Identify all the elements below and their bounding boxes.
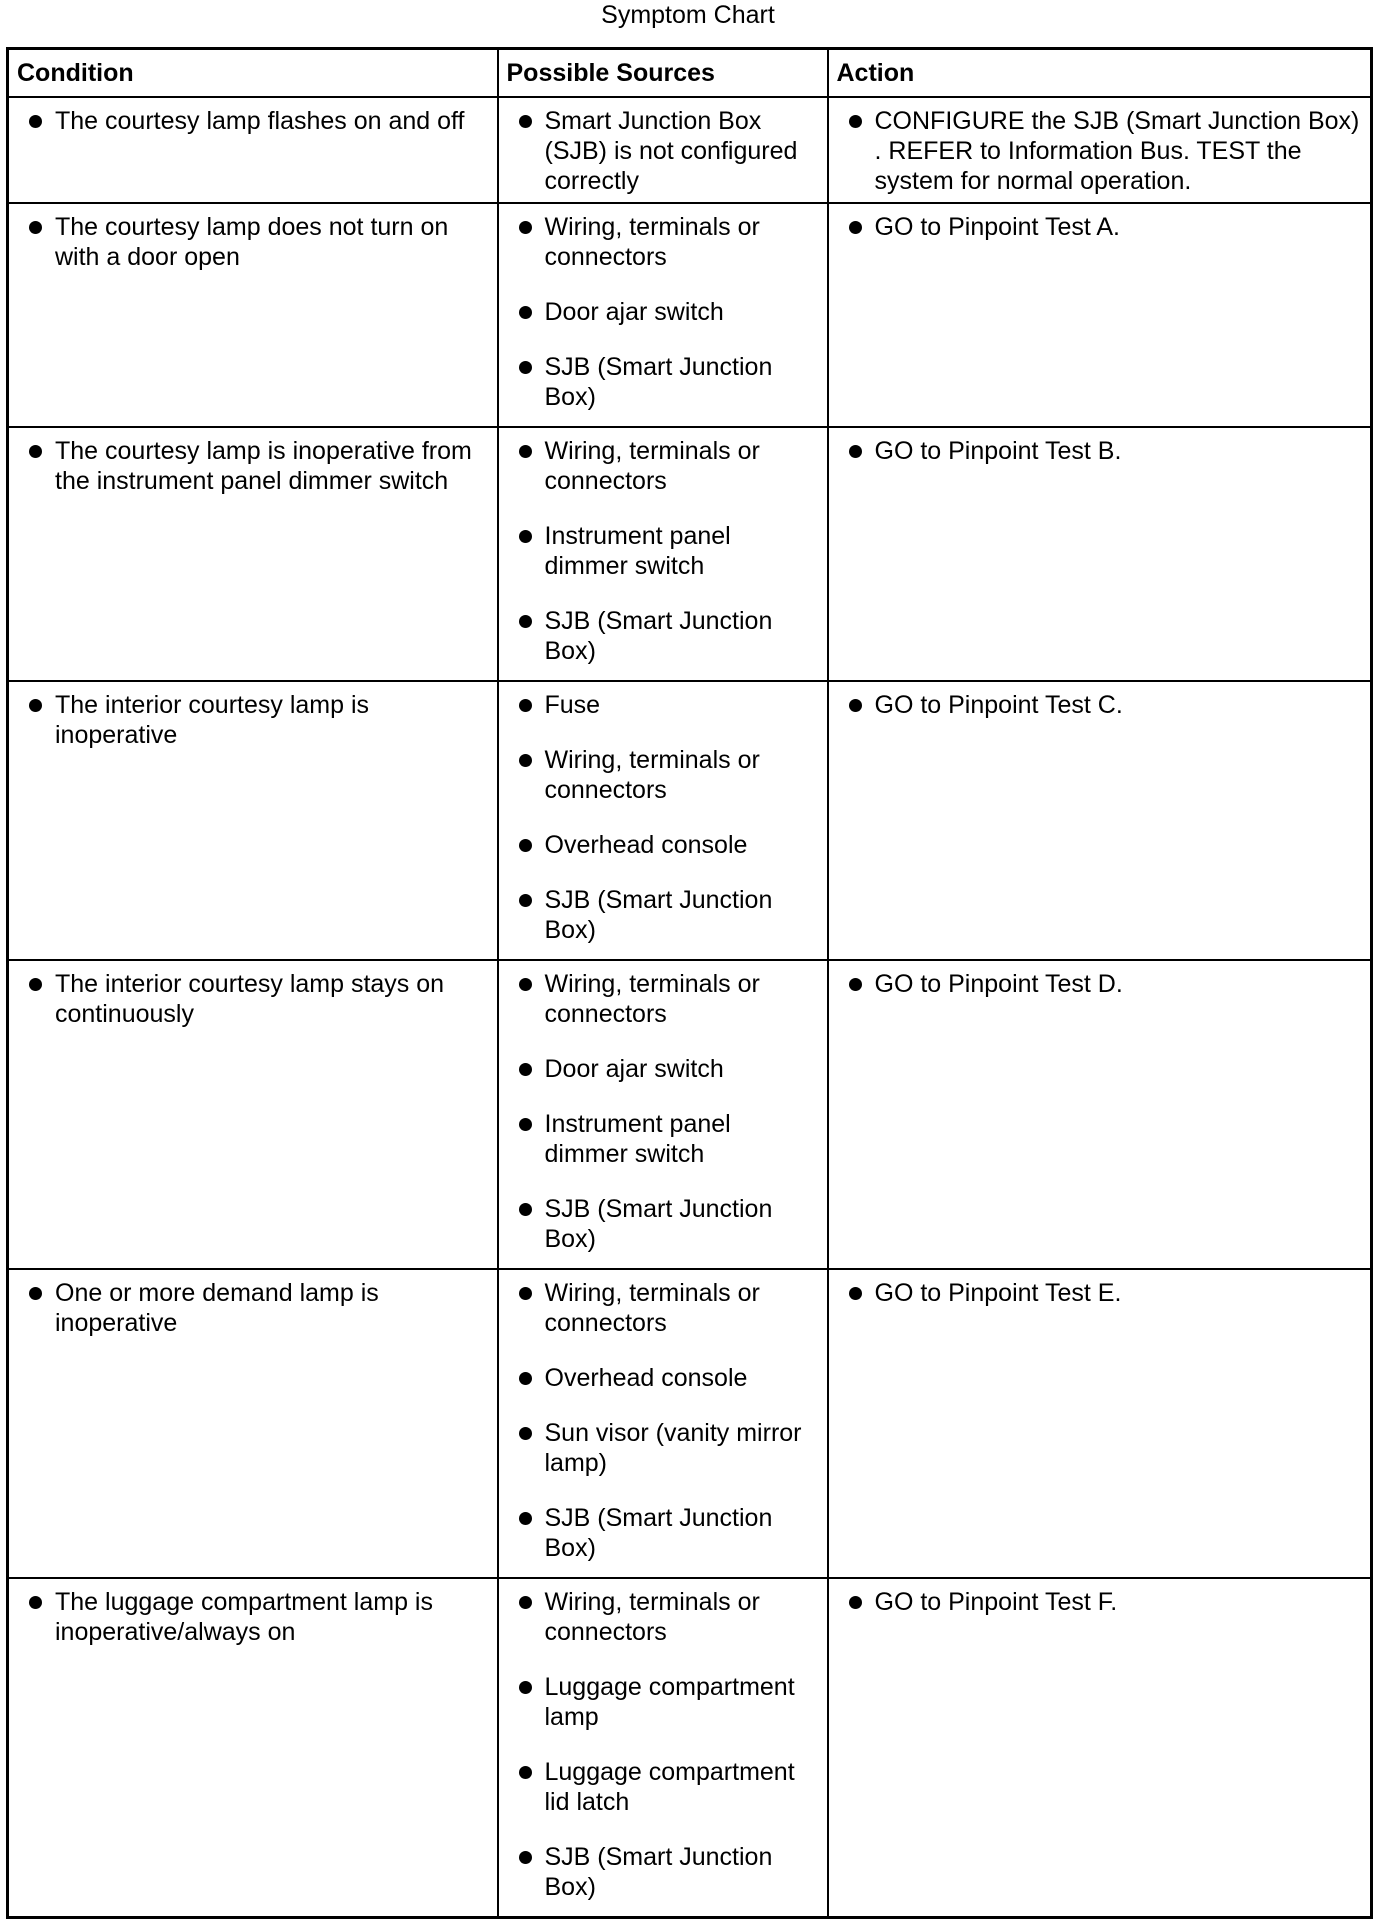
action-item	[841, 969, 1363, 999]
bullet-icon	[519, 361, 532, 374]
possible-source-item	[511, 606, 819, 666]
condition-text: The courtesy lamp is inoperative from the instrument panel dimmer switch	[55, 436, 472, 495]
condition-list	[21, 106, 489, 136]
condition-cell	[8, 681, 498, 960]
possible-source-text: Luggage compartment lamp	[544, 1672, 795, 1731]
condition-text: The luggage compartment lamp is inoperative/always on	[55, 1587, 433, 1646]
condition-cell	[8, 1269, 498, 1578]
possible-sources-cell	[498, 681, 828, 960]
possible-source-item	[511, 1363, 819, 1393]
bullet-icon	[519, 115, 532, 128]
bullet-icon	[849, 1596, 862, 1609]
possible-sources-list	[511, 690, 819, 945]
possible-source-item	[511, 212, 819, 272]
action-item	[841, 690, 1363, 720]
possible-source-text: Instrument panel dimmer switch	[544, 1109, 731, 1168]
possible-sources-cell	[498, 960, 828, 1269]
bullet-icon	[519, 306, 532, 319]
possible-sources-cell	[498, 203, 828, 427]
bullet-icon	[29, 978, 42, 991]
condition-list	[21, 969, 489, 1029]
possible-source-text: Wiring, terminals or connectors	[544, 1278, 760, 1337]
bullet-icon	[519, 894, 532, 907]
bullet-icon	[519, 1766, 532, 1779]
table-row	[8, 681, 1372, 960]
bullet-icon	[519, 1118, 532, 1131]
possible-source-text: SJB (Smart Junction Box)	[544, 1842, 773, 1901]
possible-source-text: Sun visor (vanity mirror lamp)	[544, 1418, 802, 1477]
possible-source-text: SJB (Smart Junction Box)	[544, 885, 773, 944]
possible-source-text: Instrument panel dimmer switch	[544, 521, 731, 580]
possible-source-text: Wiring, terminals or connectors	[544, 969, 760, 1028]
condition-item	[21, 106, 489, 136]
action-item	[841, 1278, 1363, 1308]
bullet-icon	[849, 978, 862, 991]
action-cell	[828, 1269, 1372, 1578]
possible-source-item	[511, 1109, 819, 1169]
possible-source-item	[511, 521, 819, 581]
action-text: GO to Pinpoint Test D.	[874, 969, 1123, 998]
action-text: GO to Pinpoint Test F.	[874, 1587, 1118, 1616]
action-cell	[828, 427, 1372, 681]
action-list	[841, 1587, 1363, 1617]
bullet-icon	[519, 1287, 532, 1300]
condition-list	[21, 212, 489, 272]
condition-list	[21, 1587, 489, 1647]
bullet-icon	[29, 1596, 42, 1609]
condition-item	[21, 1278, 489, 1338]
bullet-icon	[519, 1372, 532, 1385]
condition-list	[21, 436, 489, 496]
condition-text: The courtesy lamp does not turn on with a door open	[55, 212, 449, 271]
possible-source-item	[511, 1757, 819, 1817]
condition-text: The courtesy lamp flashes on and off	[55, 106, 465, 135]
condition-item	[21, 1587, 489, 1647]
bullet-icon	[29, 115, 42, 128]
possible-source-item	[511, 1054, 819, 1084]
bullet-icon	[519, 1596, 532, 1609]
bullet-icon	[519, 1851, 532, 1864]
possible-source-text: Wiring, terminals or connectors	[544, 1587, 760, 1646]
action-cell	[828, 1578, 1372, 1918]
bullet-icon	[849, 221, 862, 234]
action-cell	[828, 203, 1372, 427]
table-row	[8, 97, 1372, 203]
possible-source-item	[511, 745, 819, 805]
possible-source-item	[511, 885, 819, 945]
possible-source-item	[511, 1194, 819, 1254]
action-list	[841, 436, 1363, 466]
action-list	[841, 212, 1363, 242]
possible-source-text: Luggage compartment lid latch	[544, 1757, 795, 1816]
action-text: CONFIGURE the SJB (Smart Junction Box) . REFER to Information Bus. TEST the system for normal operation.	[874, 106, 1360, 195]
condition-cell	[8, 960, 498, 1269]
bullet-icon	[519, 445, 532, 458]
possible-sources-cell	[498, 97, 828, 203]
action-list	[841, 690, 1363, 720]
bullet-icon	[519, 839, 532, 852]
condition-text: The interior courtesy lamp is inoperative	[55, 690, 370, 749]
bullet-icon	[519, 1427, 532, 1440]
possible-sources-list	[511, 1587, 819, 1902]
possible-source-item	[511, 436, 819, 496]
possible-source-item	[511, 297, 819, 327]
possible-source-text: SJB (Smart Junction Box)	[544, 606, 773, 665]
possible-sources-cell	[498, 427, 828, 681]
bullet-icon	[519, 754, 532, 767]
condition-item	[21, 436, 489, 496]
chart-title: Symptom Chart	[601, 1, 775, 29]
symptom-table	[6, 47, 1373, 1919]
column-header-action: Action	[828, 49, 1372, 97]
action-item	[841, 1587, 1363, 1617]
possible-source-item	[511, 1672, 819, 1732]
condition-item	[21, 969, 489, 1029]
possible-sources-list	[511, 106, 819, 196]
bullet-icon	[519, 1063, 532, 1076]
condition-item	[21, 690, 489, 750]
table-body	[8, 97, 1372, 1918]
possible-source-item	[511, 1587, 819, 1647]
possible-source-text: SJB (Smart Junction Box)	[544, 1503, 773, 1562]
action-list	[841, 1278, 1363, 1308]
possible-sources-list	[511, 436, 819, 666]
bullet-icon	[849, 1287, 862, 1300]
possible-sources-list	[511, 969, 819, 1254]
possible-source-text: Wiring, terminals or connectors	[544, 745, 760, 804]
action-item	[841, 106, 1363, 196]
possible-sources-list	[511, 212, 819, 412]
possible-sources-cell	[498, 1578, 828, 1918]
header-row	[8, 49, 1372, 97]
possible-source-item	[511, 830, 819, 860]
condition-cell	[8, 1578, 498, 1918]
bullet-icon	[519, 530, 532, 543]
condition-cell	[8, 427, 498, 681]
possible-source-text: Wiring, terminals or connectors	[544, 436, 760, 495]
possible-source-item	[511, 352, 819, 412]
bullet-icon	[849, 699, 862, 712]
action-text: GO to Pinpoint Test E.	[874, 1278, 1122, 1307]
condition-text: One or more demand lamp is inoperative	[55, 1278, 379, 1337]
bullet-icon	[519, 221, 532, 234]
column-header-possible-sources: Possible Sources	[498, 49, 828, 97]
condition-text: The interior courtesy lamp stays on continuously	[55, 969, 445, 1028]
possible-source-item	[511, 690, 819, 720]
bullet-icon	[519, 1512, 532, 1525]
action-cell	[828, 681, 1372, 960]
table-row	[8, 427, 1372, 681]
condition-list	[21, 1278, 489, 1338]
bullet-icon	[519, 1203, 532, 1216]
bullet-icon	[519, 978, 532, 991]
possible-source-text: SJB (Smart Junction Box)	[544, 1194, 773, 1253]
bullet-icon	[849, 445, 862, 458]
possible-source-text: Fuse	[544, 690, 601, 719]
action-list	[841, 106, 1363, 196]
column-header-condition: Condition	[8, 49, 498, 97]
condition-cell	[8, 97, 498, 203]
possible-source-item	[511, 969, 819, 1029]
condition-cell	[8, 203, 498, 427]
possible-source-text: SJB (Smart Junction Box)	[544, 352, 773, 411]
action-cell	[828, 97, 1372, 203]
table-row	[8, 1578, 1372, 1918]
possible-source-item	[511, 1842, 819, 1902]
action-text: GO to Pinpoint Test C.	[874, 690, 1123, 719]
possible-source-text: Overhead console	[544, 1363, 748, 1392]
action-cell	[828, 960, 1372, 1269]
possible-source-item	[511, 1503, 819, 1563]
action-text: GO to Pinpoint Test B.	[874, 436, 1122, 465]
possible-source-text: Smart Junction Box (SJB) is not configured correctly	[544, 106, 798, 195]
bullet-icon	[29, 221, 42, 234]
condition-list	[21, 690, 489, 750]
action-item	[841, 436, 1363, 466]
action-item	[841, 212, 1363, 242]
possible-source-item	[511, 106, 819, 196]
possible-source-text: Door ajar switch	[544, 297, 724, 326]
table-row	[8, 1269, 1372, 1578]
bullet-icon	[849, 115, 862, 128]
bullet-icon	[519, 699, 532, 712]
bullet-icon	[29, 699, 42, 712]
possible-source-item	[511, 1278, 819, 1338]
possible-source-text: Wiring, terminals or connectors	[544, 212, 760, 271]
condition-item	[21, 212, 489, 272]
table-row	[8, 203, 1372, 427]
action-list	[841, 969, 1363, 999]
table-row	[8, 960, 1372, 1269]
bullet-icon	[519, 615, 532, 628]
action-text: GO to Pinpoint Test A.	[874, 212, 1121, 241]
possible-sources-list	[511, 1278, 819, 1563]
possible-source-text: Door ajar switch	[544, 1054, 724, 1083]
bullet-icon	[519, 1681, 532, 1694]
possible-source-text: Overhead console	[544, 830, 748, 859]
possible-source-item	[511, 1418, 819, 1478]
bullet-icon	[29, 445, 42, 458]
possible-sources-cell	[498, 1269, 828, 1578]
bullet-icon	[29, 1287, 42, 1300]
